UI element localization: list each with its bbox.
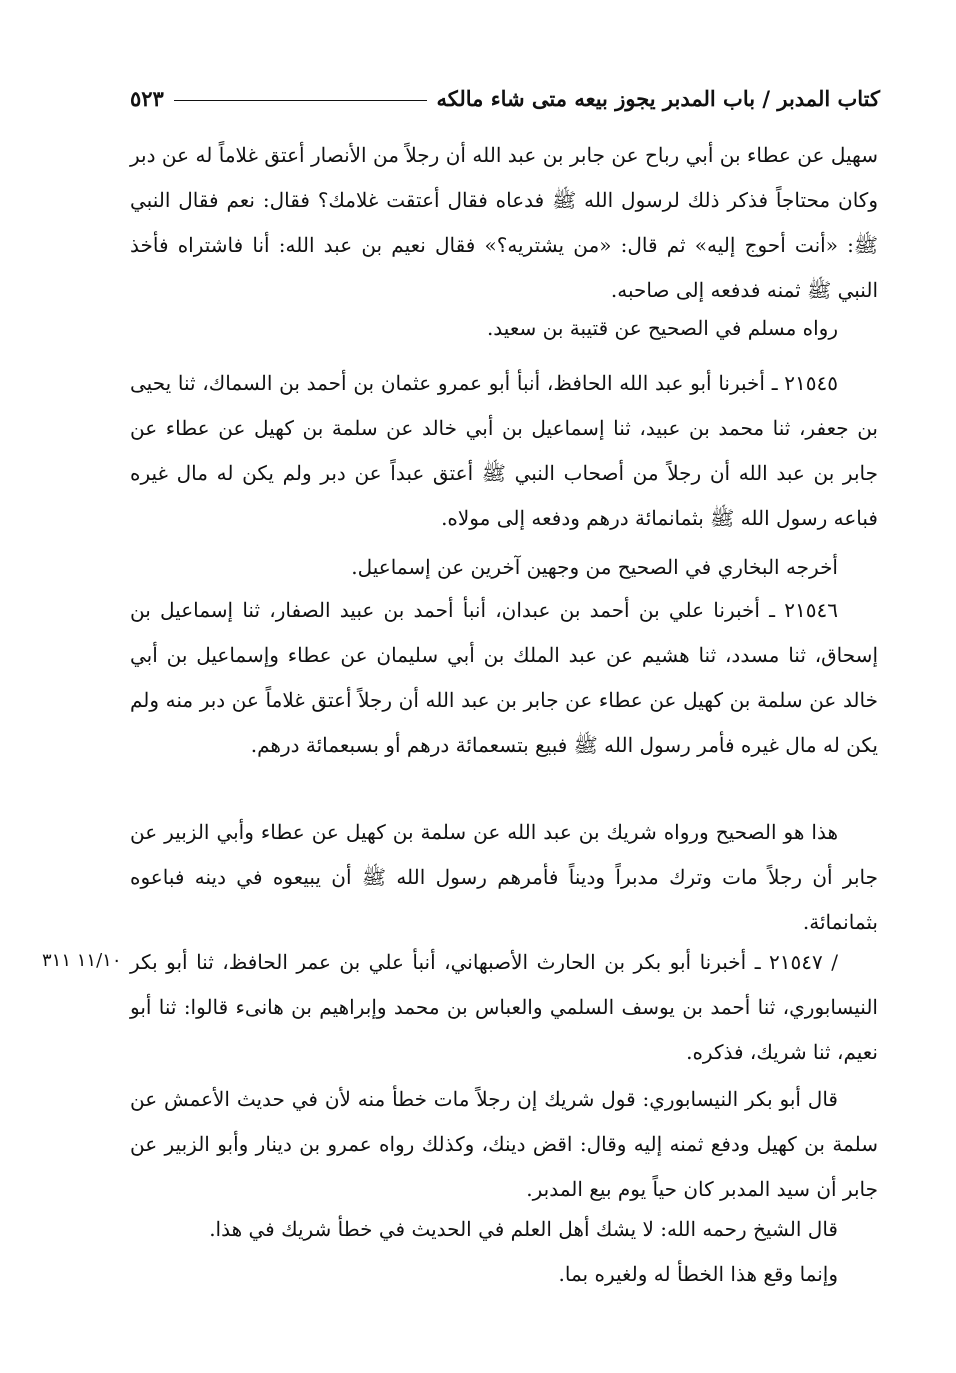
header-title: كتاب المدبر / باب المدبر يجوز بيعه متى شاء مالكه xyxy=(436,85,880,111)
paragraph-10: وإنما وقع هذا الخطأ له ولغيره بما. xyxy=(558,1262,838,1286)
paragraph-4: أخرجه البخاري في الصحيح من وجهين آخرين عن إسماعيل. xyxy=(351,555,838,579)
page-number: ٥٢٣ xyxy=(130,85,164,111)
paragraph-1: سهيل عن عطاء بن أبي رباح عن جابر بن عبد الله أن رجلاً من الأنصار أعتق غلاماً له عن دبر وكان محتاجاً فذكر ذلك لرسول الله ﷺ فدعاه فقال أعتقت غلامك؟ فقال: نعم فقال النبي ﷺ: «أنت أحوج إليه» ثم قال: «من يشتريه؟» فقال نعيم بن عبد الله: أنا فاشتراه فأخذ النبي ﷺ ثمنه فدفعه إلى صاحبه. xyxy=(130,143,878,302)
running-header xyxy=(130,78,880,118)
paragraph-5: ٢١٥٤٦ ـ أخبرنا علي بن أحمد بن عبدان، أنبأ أحمد بن عبيد الصفار، ثنا إسماعيل بن إسحاق، ثنا مسدد، ثنا هشيم عن عبد الملك بن أبي سليمان عن عطاء وإسماعيل بن أبي خالد عن سلمة بن كهيل عن عطاء عن جابر بن عبد الله أن رجلاً أعتق غلاماً عن دبر منه ولم يكن له مال غيره فأمر رسول الله ﷺ فبيع بتسعمائة درهم أو بسبعمائة درهم. xyxy=(130,598,878,757)
paragraph-9: قال الشيخ رحمه الله: لا يشك أهل العلم في الحديث في خطأ شريك في هذا. xyxy=(209,1217,838,1241)
header-rule xyxy=(174,100,427,101)
paragraph-7: / ٢١٥٤٧ ـ أخبرنا أبو بكر بن الحارث الأصبهاني، أنبأ علي بن عمر الحافظ، ثنا أبو بكر النيسابوري، ثنا أحمد بن يوسف السلمي والعباس بن محمد وإبراهيم بن هانىء قالوا: ثنا أبو نعيم، ثنا شريك، فذكره. xyxy=(130,950,878,1064)
paragraph-3: ٢١٥٤٥ ـ أخبرنا أبو عبد الله الحافظ، أنبأ أبو عمرو عثمان بن أحمد بن السماك، ثنا يحيى بن جعفر، ثنا محمد بن عبيد، ثنا إسماعيل بن أبي خالد عن سلمة بن كهيل عن عطاء عن جابر بن عبد الله أن رجلاً من أصحاب النبي ﷺ أعتق عبداً عن دبر ولم يكن له مال غيره فباعه رسول الله ﷺ بثمانمائة درهم ودفعه إلى مولاه. xyxy=(130,371,878,530)
paragraph-6: هذا هو الصحيح ورواه شريك بن عبد الله عن سلمة بن كهيل عن عطاء وأبي الزبير عن جابر أن رجلاً مات وترك مدبراً وديناً فأمرهم رسول الله ﷺ أن يبيعوه في دينه فباعوه بثمانمائة. xyxy=(130,820,878,934)
paragraph-8: قال أبو بكر النيسابوري: قول شريك إن رجلاً مات خطأ منه لأن في حديث الأعمش عن سلمة بن كهيل ودفع ثمنه إليه وقال: اقض دينك، وكذلك رواه عمرو بن دينار وأبو الزبير عن جابر أن سيد المدبر كان حياً يوم بيع المدبر. xyxy=(130,1087,878,1201)
paragraph-2: رواه مسلم في الصحيح عن قتيبة بن سعيد. xyxy=(486,316,838,340)
margin-reference: ١١/١٠ ٣١١ xyxy=(42,950,122,971)
